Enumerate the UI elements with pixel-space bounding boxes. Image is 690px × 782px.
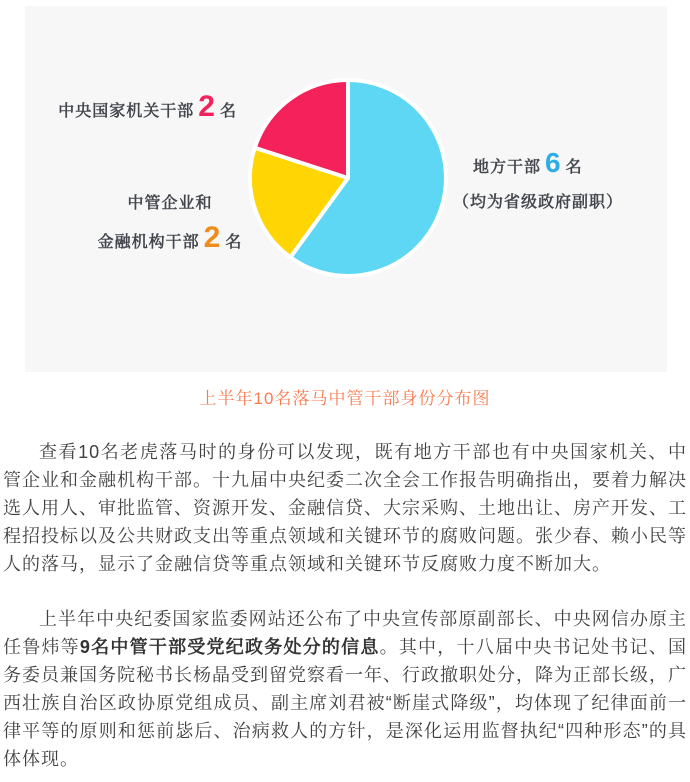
pie-chart-panel [25,6,667,372]
label-local-note: （均为省级政府副职） [453,194,624,211]
label-central-gov-cadres [58,90,237,125]
label-soe-suffix: 名 [225,234,243,251]
pie-chart [243,73,453,283]
label-local-suffix: 名 [565,159,583,176]
label-central-gov-count: 2 [198,90,216,123]
article-body [0,438,690,773]
label-soe-financial-cadres [85,192,255,257]
paragraph-1: 查看10名老虎落马时的身份可以发现，既有地方干部也有中央国家机关、中管企业和金融机构干部。十九届中央纪委二次全会工作报告明确指出，要着力解决选人用人、审批监管、资源开发、金融信贷、大宗采购、土地出让、房产开发、工程招投标以及公共财政支出等重点领域和关键环节的腐败问题。张少春、赖小民等人的落马，显示了金融信贷等重点领域和关键环节反腐败力度不断加大。 [3,442,687,574]
paragraph-2-rest: 。其中，十八届中央书记处书记、国务委员兼国务院秘书长杨晶受到留党察看一年、行政撤职处分，降为正部长级，广西壮族自治区政协原党组成员、副主席刘君被“断崖式降级”，均体现了纪律面前一律平等的原则和惩前毖后、治病救人的方针，是深化运用监督执纪“四种形态”的具体体现。 [3,637,688,769]
label-soe-line2 [85,221,255,257]
paragraph-2-lead: 上半年中央纪委国家监委网站还公布了中央宣传部原副部长、中央网信办原主任鲁炜等 [3,609,687,657]
label-local-text: 地方干部 [473,159,542,176]
label-soe-text: 金融机构干部 [97,234,200,251]
label-local-count: 6 [545,147,562,178]
label-central-gov-suffix: 名 [219,103,237,120]
chart-caption: 上半年10名落马中管干部身份分布图 [199,389,491,408]
label-local-cadres [453,149,623,215]
paragraph-2-bold-highlight: 9名中管干部受党纪政务处分的信息 [79,637,380,657]
label-local-line1 [473,149,623,182]
label-soe-count: 2 [203,221,222,254]
label-soe-line1: 中管企业和 [127,195,213,212]
label-central-gov-text: 中央国家机关干部 [58,103,195,120]
paragraph-2 [3,605,687,773]
